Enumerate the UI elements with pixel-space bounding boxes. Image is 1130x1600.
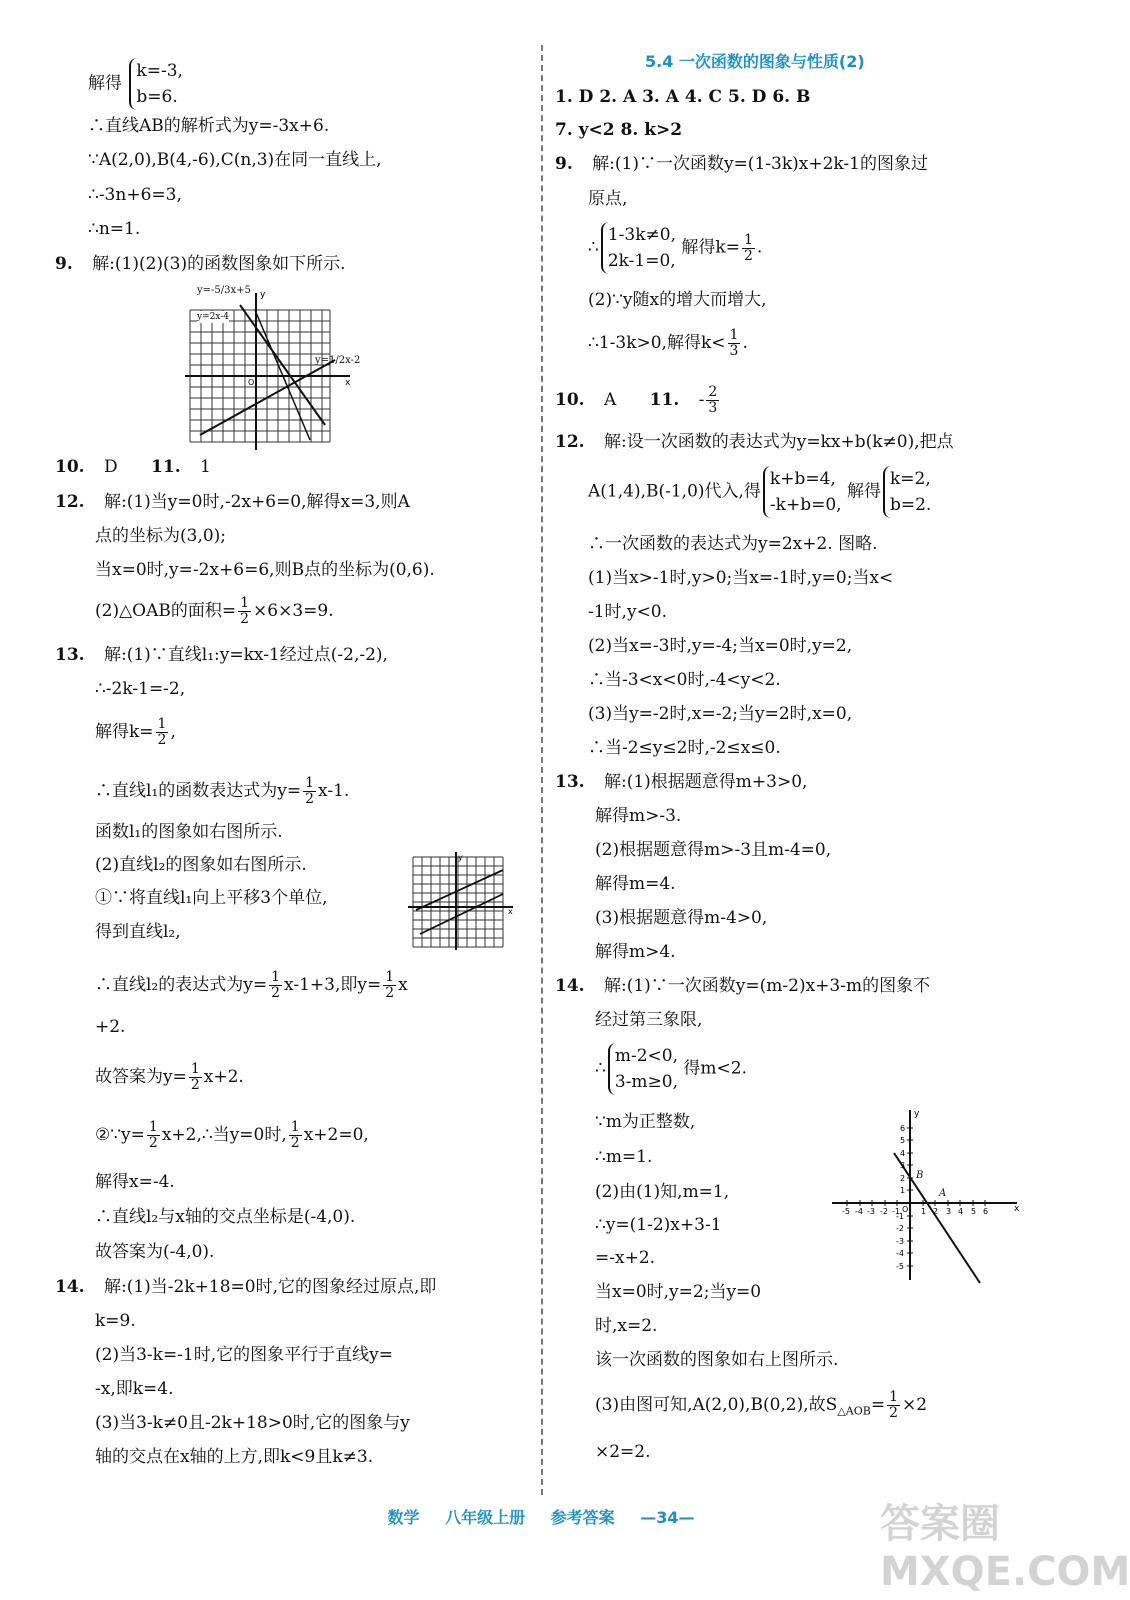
text-line: ∴当-3<x<0时,-4<y<2. [588, 670, 781, 690]
svg-text:y: y [260, 290, 266, 300]
fraction: $\frac{1}{2}$ [305, 775, 315, 807]
brace-system: 1-3k≠0, 2k-1=0, [601, 222, 676, 274]
text-line: -x,即k=4. [95, 1379, 174, 1399]
text-line: 点的坐标为(3,0); [95, 526, 227, 546]
text-line: ∴一次函数的表达式为y=2x+2. 图略. [588, 534, 878, 554]
fraction: $\frac{1}{2}$ [743, 231, 753, 264]
fraction: $\frac{1}{2}$ [385, 969, 395, 1001]
svg-text:4: 4 [900, 1149, 906, 1158]
text-line: 故答案为(-4,0). [95, 1242, 215, 1262]
svg-text:3: 3 [900, 1161, 906, 1170]
fraction: $\frac{1}{2}$ [889, 1389, 898, 1421]
text-line: ∴y=(1-2)x+3-1 [595, 1215, 722, 1235]
graph-three-lines [185, 285, 360, 455]
svg-text:6: 6 [900, 1124, 906, 1133]
fraction: $\frac{1}{3}$ [729, 327, 739, 359]
question-10-11: 10. A 11. - $\frac{2}{3}$ [555, 384, 718, 416]
point-label-b: B [916, 1170, 924, 1181]
text-line: ∴n=1. [88, 219, 141, 239]
text-line: (2)∵y随x的增大而增大, [588, 290, 767, 310]
text-line: ∴直线l₁的函数表达式为y= $\frac{1}{2}$ x-1. [95, 775, 350, 807]
svg-text:2: 2 [900, 1174, 906, 1183]
text-line: (3)当y=-2时,x=-2;当y=2时,x=0, [588, 704, 853, 724]
text-line: ∴-3n+6=3, [88, 185, 182, 205]
text-line: +2. [95, 1017, 126, 1037]
svg-text:6: 6 [983, 1207, 989, 1216]
text-line: (1)当x>-1时,y>0;当x=-1时,y=0;当x< [588, 568, 894, 588]
text-line: (2)根据题意得m>-3且m-4=0, [595, 840, 832, 860]
svg-text:3: 3 [946, 1207, 952, 1216]
svg-text:-4: -4 [896, 1249, 904, 1258]
column-divider [541, 45, 543, 1495]
text-line: 函数l₁的图象如右图所示. [95, 822, 283, 842]
text-line: 时,x=2. [595, 1316, 658, 1336]
text-line: 当x=0时,y=-2x+6=6,则B点的坐标为(0,6). [95, 560, 435, 580]
text-line: ∴直线l₂与x轴的交点坐标是(-4,0). [95, 1207, 356, 1227]
svg-text:5: 5 [971, 1207, 977, 1216]
text-line: =-x+2. [595, 1248, 656, 1268]
svg-text:2: 2 [933, 1207, 939, 1216]
text-line: ∴m=1. [595, 1147, 653, 1167]
text-line: (3)由图可知,A(2,0),B(0,2),故$S_{\triangle AOB}=$ $\frac{1}{2}$ ×2 [595, 1389, 928, 1421]
brace-system: k+b=4, -k+b=0, [763, 466, 842, 518]
svg-text:-3: -3 [867, 1207, 875, 1216]
text-line: ∵A(2,0),B(4,-6),C(n,3)在同一直线上, [88, 150, 382, 170]
svg-text:x: x [345, 378, 351, 388]
svg-text:-5: -5 [842, 1207, 850, 1216]
fraction: $\frac{1}{2}$ [240, 595, 250, 627]
text-line: 解得k= $\frac{1}{2}$ , [95, 716, 176, 748]
svg-text:y: y [458, 853, 463, 862]
fraction: $\frac{1}{2}$ [271, 969, 281, 1001]
point-label-a: A [939, 1188, 947, 1199]
svg-text:y: y [914, 1109, 920, 1119]
text-line: 解得m>4. [595, 942, 676, 962]
text-line: A(1,4),B(-1,0)代入,得k+b=4, -k+b=0, 解得k=2, b=2. [588, 466, 931, 518]
question-9: 9. 解:(1)∵一次函数y=(1-3k)x+2k-1的图象过 [555, 154, 928, 174]
svg-text:-1: -1 [896, 1212, 904, 1221]
watermark-logo: 答案圈 MXQE.COM [880, 1501, 1130, 1595]
question-14: 14. 解:(1)当-2k+18=0时,它的图象经过原点,即 [55, 1277, 437, 1297]
brace-system: k=-3, b=6. [129, 58, 183, 110]
text-line: 得到直线l₂, [95, 922, 181, 942]
question-14: 14. 解:(1)∵一次函数y=(m-2)x+3-m的图象不 [555, 976, 931, 996]
svg-text:-1: -1 [892, 1207, 900, 1216]
question-13: 13. 解:(1)∵直线l₁:y=kx-1经过点(-2,-2), [55, 645, 388, 665]
footer-page-number: —34— [640, 1508, 695, 1527]
fraction: $\frac{1}{2}$ [190, 1061, 200, 1093]
text-line: 解得m>-3. [595, 806, 682, 826]
text-line: ∴直线AB的解析式为y=-3x+6. [88, 116, 330, 136]
text-line: -1时,y<0. [588, 602, 668, 622]
svg-text:5: 5 [900, 1136, 906, 1145]
text-line: ∴当-2≤y≤2时,-2≤x≤0. [588, 738, 781, 758]
section-title: 5.4 一次函数的图象与性质(2) [645, 52, 865, 71]
text-line: ①∵将直线l₁向上平移3个单位, [95, 888, 328, 908]
text-line: (3)当3-k≠0且-2k+18>0时,它的图象与y [95, 1413, 410, 1433]
text-line: ∵m为正整数, [595, 1112, 696, 1132]
fraction: $\frac{2}{3}$ [708, 384, 718, 416]
question-9: 9. 解:(1)(2)(3)的函数图象如下所示. [55, 254, 346, 274]
graph-label: y=-5/3x+5 [197, 285, 251, 296]
text-line: ∴直线l₂的表达式为y= $\frac{1}{2}$ x-1+3,即y= $\frac{1}{2}$ x [95, 969, 408, 1001]
footer-label: 参考答案 [550, 1508, 615, 1527]
svg-text:-5: -5 [896, 1262, 904, 1271]
svg-text:x: x [1014, 1204, 1020, 1214]
text-line: (2)△OAB的面积= $\frac{1}{2}$ ×6×3=9. [95, 595, 334, 627]
svg-text:1: 1 [900, 1186, 906, 1195]
svg-text:4: 4 [958, 1207, 964, 1216]
fraction: $\frac{1}{2}$ [148, 1119, 158, 1151]
text-line: 解得x=-4. [95, 1172, 175, 1192]
answers-7-8: 7. y<2 8. k>2 [555, 120, 683, 140]
text-line: ∴-2k-1=-2, [95, 679, 186, 699]
text-line: 原点, [588, 189, 628, 209]
fraction: $\frac{1}{2}$ [157, 716, 167, 748]
text-line: (3)根据题意得m-4>0, [595, 908, 768, 928]
svg-text:x: x [508, 907, 513, 916]
svg-text:-2: -2 [880, 1207, 888, 1216]
svg-text:1: 1 [921, 1207, 927, 1216]
text-line: k=9. [95, 1311, 136, 1331]
text-line: ×2=2. [595, 1442, 651, 1462]
text-line: ∴m-2<0, 3-m≥0, 得m<2. [595, 1043, 747, 1095]
text-line: ∴1-3k>0,解得k< $\frac{1}{3}$ . [588, 327, 748, 359]
text-line: 解得m=4. [595, 874, 676, 894]
question-12: 12. 解:(1)当y=0时,-2x+6=0,解得x=3,则A [55, 492, 410, 512]
text-line: (2)当3-k=-1时,它的图象平行于直线y= [95, 1345, 393, 1365]
text-line: 经过第三象限, [595, 1010, 703, 1030]
text-line: (2)当x=-3时,y=-4;当x=0时,y=2, [588, 636, 853, 656]
question-12: 12. 解:设一次函数的表达式为y=kx+b(k≠0),把点 [555, 432, 954, 452]
text-line: 轴的交点在x轴的上方,即k<9且k≠3. [95, 1447, 374, 1467]
svg-text:-2: -2 [896, 1224, 904, 1233]
text-line: 故答案为y= $\frac{1}{2}$ x+2. [95, 1061, 244, 1093]
svg-text:-4: -4 [855, 1207, 863, 1216]
graph-label: y=2x-4 [197, 312, 230, 322]
svg-text:O: O [248, 378, 255, 387]
graph-label: y=1/2x-2 [315, 355, 361, 366]
footer-grade: 八年级上册 [445, 1508, 526, 1527]
text-line: ∴1-3k≠0, 2k-1=0, 解得k= $\frac{1}{2}$ . [588, 222, 762, 274]
text-line: 该一次函数的图象如右上图所示. [595, 1350, 839, 1370]
svg-text:O: O [902, 1205, 909, 1214]
text-line: ②∵y= $\frac{1}{2}$ x+2,∴当y=0时, $\frac{1}{2}$ x+2=0, [95, 1119, 369, 1151]
question-10-11: 10. D 11. 1 [55, 457, 211, 477]
answers-1-6: 1. D 2. A 3. A 4. C 5. D 6. B [555, 87, 811, 107]
footer-subject: 数学 [387, 1508, 420, 1527]
fraction: $\frac{1}{2}$ [290, 1119, 300, 1151]
text-line: 当x=0时,y=2;当y=0 [595, 1282, 762, 1302]
brace-system: k=2, b=2. [883, 466, 931, 518]
svg-text:-3: -3 [896, 1237, 904, 1246]
graph-y-neg-x-plus-2 [832, 1108, 1022, 1283]
brace-system: m-2<0, 3-m≥0, [608, 1043, 678, 1095]
text-line: (2)由(1)知,m=1, [595, 1182, 730, 1202]
graph-l1-l2 [408, 852, 518, 952]
text-line: (2)直线l₂的图象如右图所示. [95, 855, 307, 875]
solve-system: 解得 k=-3, b=6. [88, 58, 183, 110]
question-13: 13. 解:(1)根据题意得m+3>0, [555, 772, 808, 792]
